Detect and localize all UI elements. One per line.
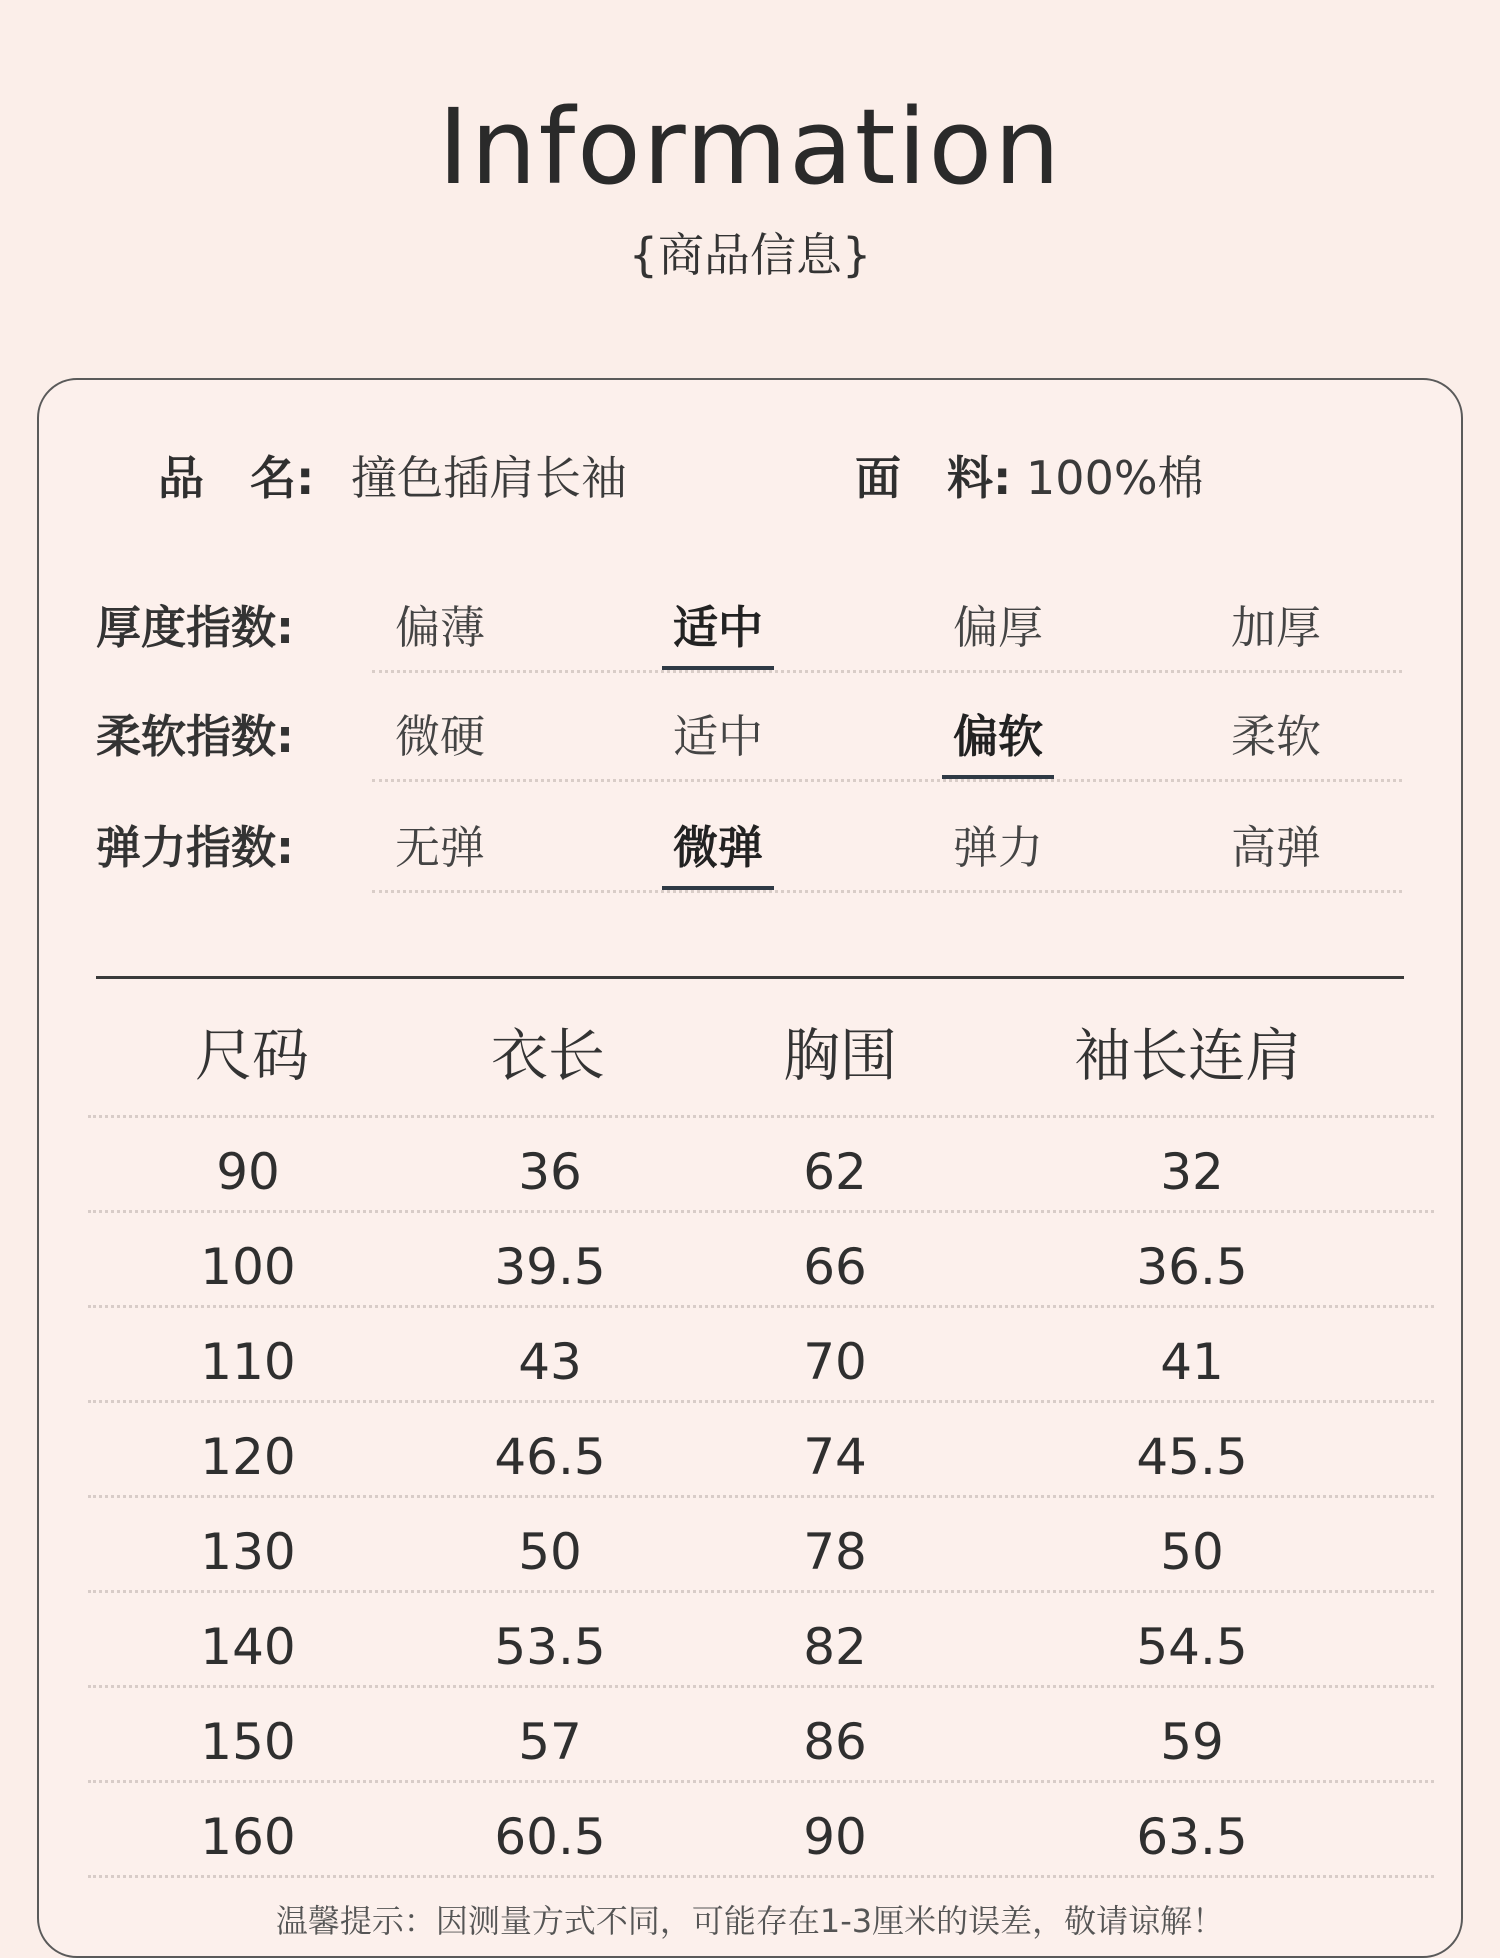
index-option: 弹力	[952, 821, 1043, 874]
row-divider	[88, 1875, 1434, 1878]
index-option: 适中	[672, 710, 763, 763]
selection-underline	[662, 886, 774, 890]
fabric-label: 面 料:	[855, 451, 1012, 505]
product-name-label: 品 名:	[158, 451, 315, 505]
table-cell: 78	[803, 1523, 867, 1581]
table-cell: 43	[518, 1333, 582, 1391]
index-dotted-line	[372, 779, 1402, 782]
table-cell: 36	[518, 1143, 582, 1201]
table-cell: 140	[200, 1618, 296, 1676]
table-cell: 45.5	[1136, 1428, 1248, 1486]
header-length: 衣长	[491, 1023, 605, 1089]
table-cell: 46.5	[494, 1428, 606, 1486]
header-chest: 胸围	[783, 1023, 897, 1089]
product-name-row	[158, 451, 628, 505]
table-cell: 50	[518, 1523, 582, 1581]
index-option-selected: 微弹	[672, 821, 763, 874]
table-cell: 120	[200, 1428, 296, 1486]
table-cell: 41	[1160, 1333, 1224, 1391]
table-cell: 50	[1160, 1523, 1224, 1581]
table-cell: 60.5	[494, 1808, 606, 1866]
fabric-row	[855, 451, 1204, 505]
row-divider	[88, 1210, 1434, 1213]
row-divider	[88, 1590, 1434, 1593]
table-cell: 70	[803, 1333, 867, 1391]
index-option-selected: 适中	[672, 601, 763, 654]
table-cell: 54.5	[1136, 1618, 1248, 1676]
row-divider	[88, 1780, 1434, 1783]
table-cell: 90	[216, 1143, 280, 1201]
table-cell: 86	[803, 1713, 867, 1771]
table-cell: 32	[1160, 1143, 1224, 1201]
row-divider	[88, 1685, 1434, 1688]
header-sleeve: 袖长连肩	[1074, 1023, 1302, 1089]
row-divider	[88, 1305, 1434, 1308]
index-option: 高弹	[1230, 821, 1321, 874]
row-divider	[88, 1495, 1434, 1498]
index-option: 微硬	[394, 710, 485, 763]
table-cell: 62	[803, 1143, 867, 1201]
index-option: 无弹	[394, 821, 485, 874]
selection-underline	[662, 666, 774, 670]
index-option: 加厚	[1230, 601, 1321, 654]
table-cell: 66	[803, 1238, 867, 1296]
table-cell: 57	[518, 1713, 582, 1771]
table-cell: 39.5	[494, 1238, 606, 1296]
page-subtitle: {商品信息}	[628, 228, 872, 282]
index-label: 柔软指数:	[96, 710, 294, 763]
table-cell: 63.5	[1136, 1808, 1248, 1866]
index-label: 厚度指数:	[96, 601, 294, 654]
table-cell: 130	[200, 1523, 296, 1581]
index-option-selected: 偏软	[952, 710, 1043, 763]
index-option: 偏厚	[952, 601, 1043, 654]
table-cell: 100	[200, 1238, 296, 1296]
table-cell: 36.5	[1136, 1238, 1248, 1296]
index-option: 柔软	[1230, 710, 1321, 763]
table-top-rule	[96, 976, 1404, 979]
table-cell: 110	[200, 1333, 296, 1391]
fabric-value: 100%棉	[1026, 451, 1204, 505]
table-cell: 53.5	[494, 1618, 606, 1676]
table-cell: 90	[803, 1808, 867, 1866]
index-dotted-line	[372, 890, 1402, 893]
row-divider	[88, 1400, 1434, 1403]
table-cell: 82	[803, 1618, 867, 1676]
selection-underline	[942, 775, 1054, 779]
index-option: 偏薄	[394, 601, 485, 654]
header-size: 尺码	[195, 1023, 309, 1089]
index-dotted-line	[372, 670, 1402, 673]
row-divider	[88, 1115, 1434, 1118]
product-name-value: 撞色插肩长袖	[351, 451, 628, 505]
footnote: 温馨提示：因测量方式不同，可能存在1-3厘米的误差，敬请谅解！	[275, 1902, 1225, 1940]
page-title: Information	[437, 86, 1062, 208]
table-cell: 150	[200, 1713, 296, 1771]
table-cell: 160	[200, 1808, 296, 1866]
table-cell: 74	[803, 1428, 867, 1486]
table-cell: 59	[1160, 1713, 1224, 1771]
index-label: 弹力指数:	[96, 821, 294, 874]
